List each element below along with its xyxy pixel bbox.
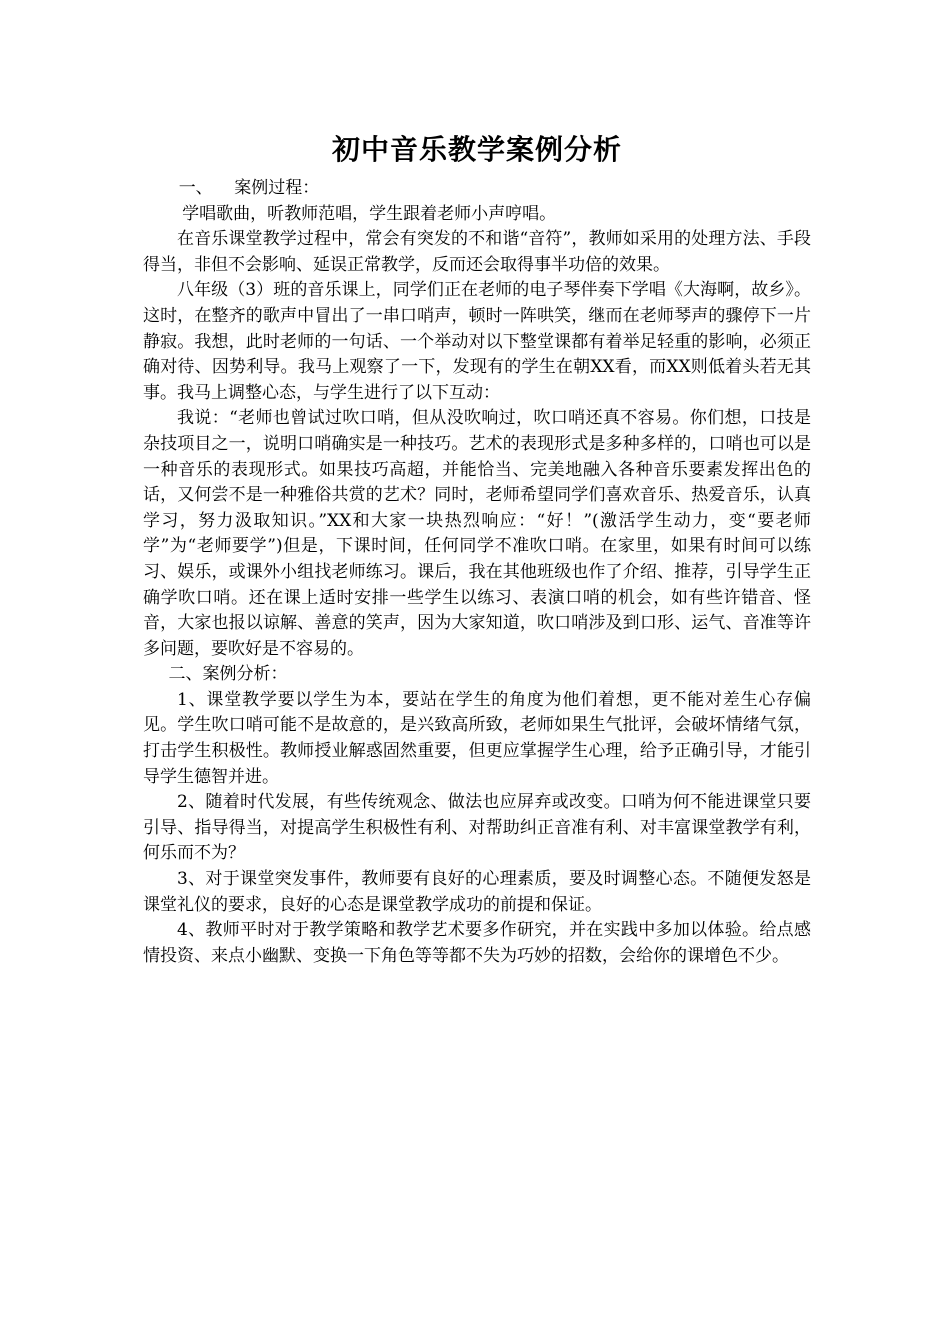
paragraph: 在音乐课堂教学过程中，常会有突发的不和谐“音符”，教师如采用的处理方法、手段得当，非但不会影响、延误正常教学，反而还会取得事半功倍的效果。 xyxy=(143,229,811,275)
paragraph: 八年级（3）班的音乐课上，同学们正在老师的电子琴伴奏下学唱《大海啊，故乡》。这时，在整齐的歌声中冒出了一串口哨声，顿时一阵哄笑，继而在老师琴声的骤停下一片静寂。我想，此时老师的一句话、一个举动对以下整堂课都有着举足轻重的影响，必须正确对待、因势利导。我马上观察了一下，发现有的学生在朝XX看，而XX则低着头若无其事。我马上调整心态，与学生进行了以下互动： xyxy=(143,280,811,403)
paragraph: 1、课堂教学要以学生为本，要站在学生的角度为他们着想，更不能对差生心存偏见。学生吹口哨可能不是故意的，是兴致高所致，老师如果生气批评，会破坏情绪气氛，打击学生积极性。教师授业解惑固然重要，但更应掌握学生心理，给予正确引导，才能引导学生德智并进。 xyxy=(143,689,811,787)
section-heading-case-process: 一、 案例过程： xyxy=(178,178,320,198)
document-title: 初中音乐教学案例分析 xyxy=(331,133,622,166)
paragraph: 学唱歌曲，听教师范唱，学生跟着老师小声哼唱。 xyxy=(182,203,557,224)
paragraph: 4、教师平时对于教学策略和教学艺术要多作研究，并在实践中多加以体验。给点感情投资、来点小幽默、变换一下角色等等都不失为巧妙的招数，会给你的课增色不少。 xyxy=(143,920,811,966)
paragraph: 2、随着时代发展，有些传统观念、做法也应屏弃或改变。口哨为何不能进课堂只要引导、指导得当，对提高学生积极性有利、对帮助纠正音准有利、对丰富课堂教学有利，何乐而不为？ xyxy=(143,792,811,864)
section-heading-case-analysis: 二、案例分析： xyxy=(168,664,288,685)
paragraph: 我说：“老师也曾试过吹口哨，但从没吹响过，吹口哨还真不容易。你们想，口技是杂技项目之一，说明口哨确实是一种技巧。艺术的表现形式是多种多样的，口哨也可以是一种音乐的表现形式。如果技巧高超，并能恰当、完美地融入各种音乐要素发挥出色的话，又何尝不是一种雅俗共赏的艺术？同时，老师希望同学们喜欢音乐、热爱音乐，认真学习，努力汲取知识。”XX和大家一块热烈响应：“好！”(激活学生动力，变“要老师学”为“老师要学”)但是，下课时间，任何同学不准吹口哨。在家里，如果有时间可以练习、娱乐，或课外小组找老师练习。课后，我在其他班级也作了介绍、推荐，引导学生正确学吹口哨。还在课上适时安排一些学生以练习、表演口哨的机会，如有些许错音、怪音，大家也报以谅解、善意的笑声，因为大家知道，吹口哨涉及到口形、运气、音准等许多问题，要吹好是不容易的。 xyxy=(143,408,811,659)
document-body xyxy=(143,128,811,969)
paragraph: 3、对于课堂突发事件，教师要有良好的心理素质，要及时调整心态。不随便发怒是课堂礼仪的要求，良好的心态是课堂教学成功的前提和保证。 xyxy=(143,869,811,915)
